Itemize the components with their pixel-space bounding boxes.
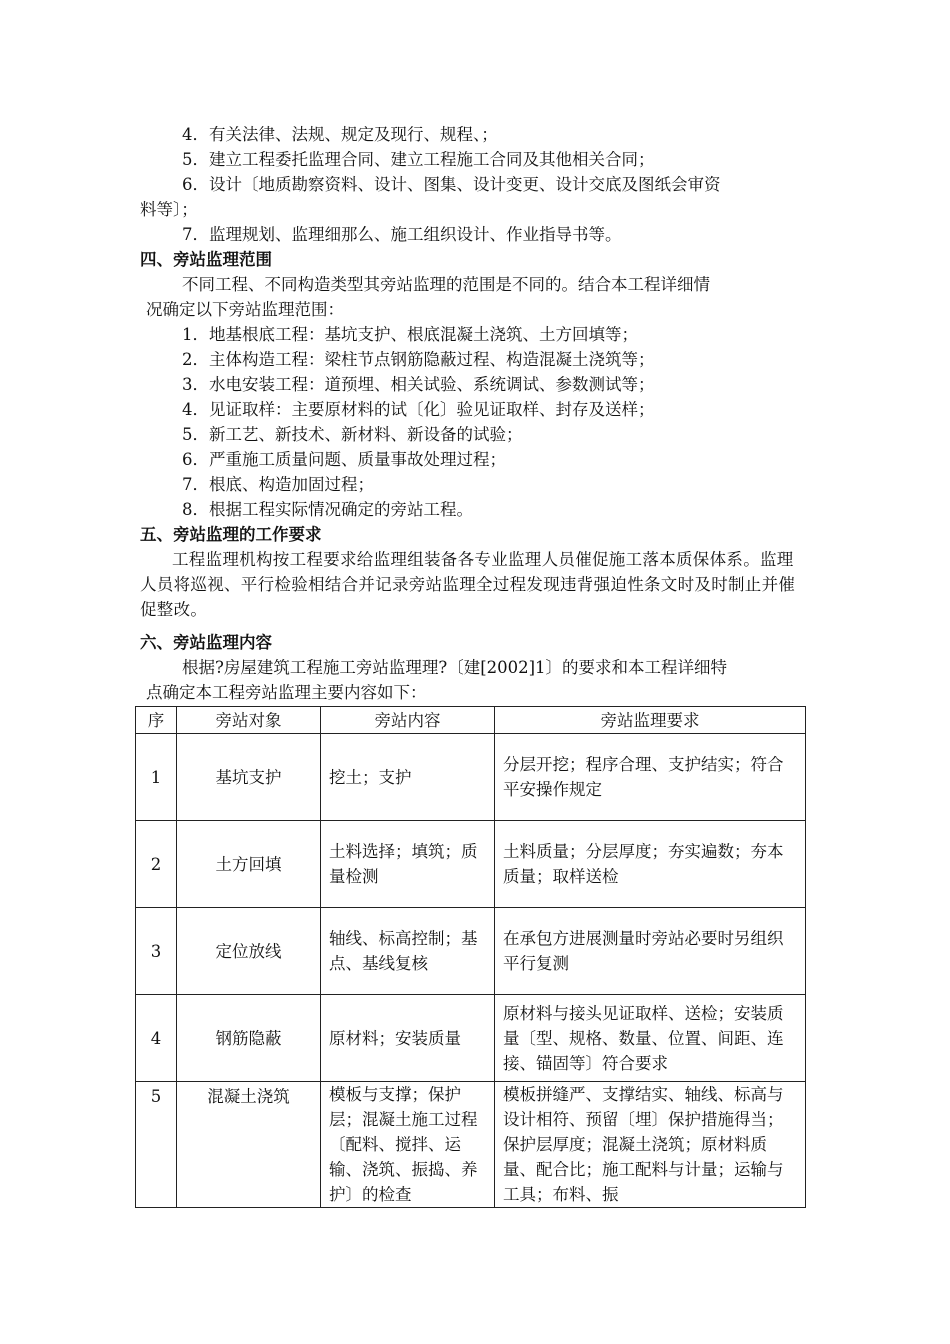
row-object: 基坑支护 — [177, 734, 321, 821]
row-content: 挖土；支护 — [321, 734, 495, 821]
row-content: 模板与支撑；保护层；混凝土施工过程〔配料、搅拌、运输、浇筑、振捣、养护〕的检查 — [321, 1082, 495, 1208]
table-row — [136, 734, 806, 821]
table-row — [136, 1082, 806, 1208]
section-heading: 四、旁站监理范围 — [140, 250, 272, 269]
row-requirement: 土料质量；分层厚度；夯实遍数；夯本质量；取样送检 — [495, 821, 806, 908]
row-object: 钢筋隐蔽 — [177, 995, 321, 1082]
row-object: 土方回填 — [177, 821, 321, 908]
row-requirement: 分层开挖；程序合理、支护结实；符合平安操作规定 — [495, 734, 806, 821]
table-row — [136, 821, 806, 908]
row-number: 5 — [136, 1082, 177, 1208]
row-content: 原材料；安装质量 — [321, 995, 495, 1082]
row-number: 1 — [136, 734, 177, 821]
row-number: 2 — [136, 821, 177, 908]
row-object: 混凝土浇筑 — [177, 1082, 321, 1208]
section-paragraph: 工程监理机构按工程要求给监理组装备各专业监理人员催促施工落本质保体系。监理人员将巡视、平行检验相结合并记录旁站监理全过程发现违背强迫性条文时及时制止并催促整改。 — [140, 550, 796, 619]
table-row — [136, 908, 806, 995]
row-requirement: 原材料与接头见证取样、送检；安装质量〔型、规格、数量、位置、间距、连接、锚固等〕符合要求 — [495, 995, 806, 1082]
row-requirement: 在承包方进展测量时旁站必要时另组织平行复测 — [495, 908, 806, 995]
row-content: 土料选择；填筑；质量检测 — [321, 821, 495, 908]
section-intro-continuation: 点确定本工程旁站监理主要内容如下： — [146, 683, 427, 702]
list-item: 7．根底、构造加固过程； — [182, 475, 374, 494]
row-content: 轴线、标高控制；基点、基线复核 — [321, 908, 495, 995]
list-item: 6．严重施工质量问题、质量事故处理过程； — [182, 450, 506, 469]
list-item-continuation: 料等〕； — [140, 200, 198, 219]
list-item: 7．监理规划、监理细那么、施工组织设计、作业指导书等。 — [182, 225, 622, 244]
list-item: 5．建立工程委托监理合同、建立工程施工合同及其他相关合同； — [182, 150, 655, 169]
section-intro: 不同工程、不同构造类型其旁站监理的范围是不同的。结合本工程详细情 — [182, 275, 710, 294]
list-item: 3．水电安装工程：道预埋、相关试验、系统调试、参数测试等； — [182, 375, 655, 394]
list-item: 4．见证取样：主要原材料的试〔化〕验见证取样、封存及送样； — [182, 400, 655, 419]
supervision-table — [135, 706, 806, 1208]
row-object: 定位放线 — [177, 908, 321, 995]
list-item: 6．设计〔地质勘察资料、设计、图集、设计变更、设计交底及图纸会审资 — [182, 175, 721, 194]
table-header-row — [136, 707, 806, 734]
column-header: 旁站内容 — [321, 707, 495, 734]
row-requirement: 模板拼缝严、支撑结实、轴线、标高与设计相符、预留〔埋〕保护措施得当；保护层厚度；混凝土浇筑；原材料质量、配合比；施工配料与计量；运输与工具；布料、振 — [495, 1082, 806, 1208]
document-body — [140, 122, 808, 705]
column-header: 旁站对象 — [177, 707, 321, 734]
list-item: 2．主体构造工程：梁柱节点钢筋隐蔽过程、构造混凝土浇筑等； — [182, 350, 655, 369]
list-item: 8．根据工程实际情况确定的旁站工程。 — [182, 500, 473, 519]
section-heading: 五、旁站监理的工作要求 — [140, 525, 322, 544]
column-header: 旁站监理要求 — [495, 707, 806, 734]
list-item: 5．新工艺、新技术、新材料、新设备的试验； — [182, 425, 523, 444]
table-row — [136, 995, 806, 1082]
section-intro: 根据?房屋建筑工程施工旁站监理理?〔建[2002]1〕的要求和本工程详细特 — [182, 658, 728, 677]
list-item: 1．地基根底工程：基坑支护、根底混凝土浇筑、土方回填等； — [182, 325, 638, 344]
column-header: 序 — [136, 707, 177, 734]
list-item: 4．有关法律、法规、规定及现行、规程、； — [182, 125, 498, 144]
section-heading: 六、旁站监理内容 — [140, 633, 272, 652]
row-number: 3 — [136, 908, 177, 995]
row-number: 4 — [136, 995, 177, 1082]
section-intro-continuation: 况确定以下旁站监理范围： — [146, 300, 344, 319]
